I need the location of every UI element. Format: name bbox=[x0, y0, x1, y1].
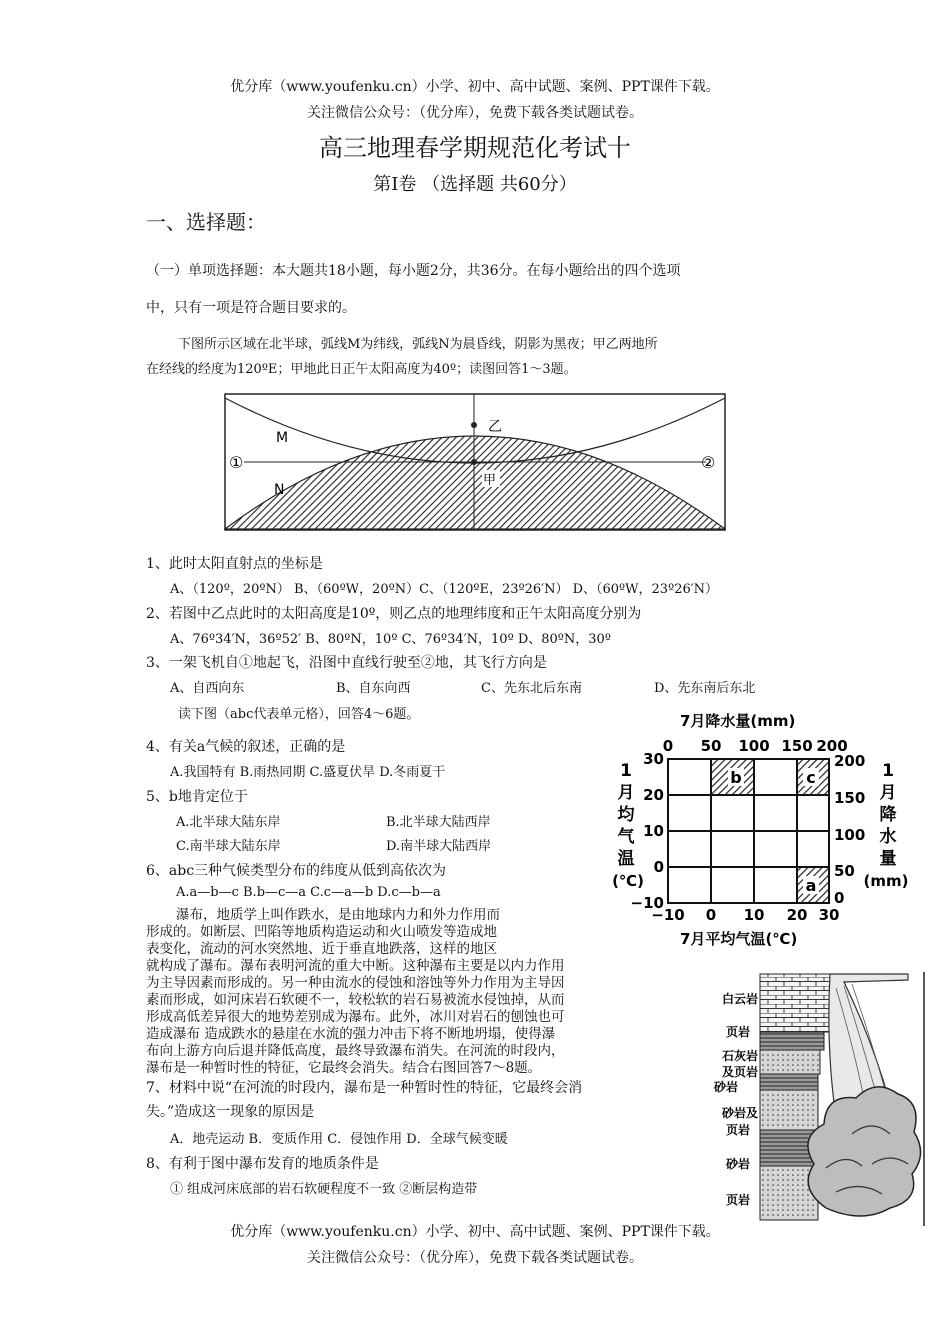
label-point-1: ① bbox=[229, 453, 244, 472]
left-axis-title: 气 bbox=[617, 827, 635, 847]
label-jia: 甲 bbox=[483, 473, 497, 488]
question-8-options: ① 组成河床底部的岩石软硬程度不一致 ②断层构造带 bbox=[170, 1182, 478, 1197]
header-line-1: 优分库（www.youfenku.cn）小学、初中、高中试题、案例、PPT课件下载。 bbox=[230, 79, 720, 95]
question-3-option-d: D、先东南后东北 bbox=[654, 681, 756, 696]
right-tick: 50 bbox=[834, 862, 855, 880]
label-and-shale: 及页岩 bbox=[721, 1065, 758, 1079]
layer-sandstone bbox=[760, 1074, 818, 1090]
layer-limestone-shale bbox=[760, 1050, 820, 1074]
question-6-options: A.a—b—c B.b—c—a C.c—a—b D.c—b—a bbox=[176, 885, 441, 900]
left-tick: 30 bbox=[643, 750, 664, 768]
question-5-option-c: C.南半球大陆东岸 bbox=[176, 839, 281, 854]
label-limestone: 石灰岩 bbox=[721, 1049, 758, 1063]
passage-line: 为主导因素而形成的。另一种由流水的侵蚀和溶蚀等外力作用为主导因 bbox=[146, 975, 565, 991]
layer-dolomite bbox=[760, 974, 830, 1032]
top-axis-title: 7月降水量(mm) bbox=[680, 712, 796, 730]
question-8: 8、有利于图中瀑布发育的地质条件是 bbox=[146, 1156, 379, 1172]
cell-label-c: c bbox=[806, 768, 816, 787]
label-shale-3: 页岩 bbox=[725, 1193, 750, 1207]
point-jia bbox=[471, 459, 477, 465]
label-n: N bbox=[274, 482, 285, 498]
left-tick: −10 bbox=[630, 894, 664, 912]
layer-sandstone-shale bbox=[760, 1090, 818, 1130]
question-7-line-1: 7、材料中说“在河流的时段内，瀑布是一种暂时性的特征，它最终会消 bbox=[146, 1080, 583, 1096]
point-yi bbox=[471, 422, 477, 428]
waterfall-figure bbox=[676, 968, 930, 1228]
question-2: 2、若图中乙点此时的太阳高度是10º，则乙点的地理纬度和正午太阳高度分别为 bbox=[146, 606, 642, 622]
question-5: 5、b地肯定位于 bbox=[146, 789, 248, 805]
label-sandstone-2: 砂岩 bbox=[725, 1157, 750, 1171]
label-yi: 乙 bbox=[488, 419, 502, 435]
instruction-line-1: （一）单项选择题：本大题共18小题，每小题2分，共36分。在每小题给出的四个选项 bbox=[146, 263, 681, 279]
question-2-options: A、76º34′N，36º52′ B、80ºN，10º C、76º34′N，10º D、80ºN，30º bbox=[170, 632, 611, 647]
question-7-line-2: 失。”造成这一现象的原因是 bbox=[146, 1104, 315, 1120]
passage-line: 形成高低差异很大的地势差别成为瀑布。此外，冰川对岩石的刨蚀也可 bbox=[146, 1009, 565, 1025]
question-4: 4、有关a气候的叙述，正确的是 bbox=[146, 739, 346, 755]
stem-1-line-2: 在经线的经度为120ºE；甲地此日正午太阳高度为40º；读图回答1～3题。 bbox=[146, 362, 577, 377]
instruction-line-2: 中，只有一项是符合题目要求的。 bbox=[146, 300, 356, 316]
top-tick: 0 bbox=[662, 737, 674, 755]
top-tick: 200 bbox=[816, 737, 848, 755]
passage-line: 就构成了瀑布。瀑布表明河流的重大中断。这种瀑布主要是以内力作用 bbox=[146, 958, 565, 974]
right-axis-title: (mm) bbox=[863, 872, 908, 890]
cell-label-a: a bbox=[805, 876, 817, 895]
page-subtitle: 第Ⅰ卷 （选择题 共60分） bbox=[373, 174, 577, 195]
left-tick: 20 bbox=[643, 786, 664, 804]
question-3: 3、一架飞机自①地起飞，沿图中直线行驶至②地，其飞行方向是 bbox=[146, 655, 547, 671]
question-4-options: A.我国特有 B.雨热同期 C.盛夏伏旱 D.冬雨夏干 bbox=[170, 765, 446, 780]
passage-line: 形成的。如断层、凹陷等地质构造运动和火山喷发等造成地 bbox=[146, 924, 497, 940]
label-sandstone-and: 砂岩及 bbox=[721, 1106, 758, 1120]
left-tick: 10 bbox=[643, 822, 664, 840]
question-5-option-a: A.北半球大陆东岸 bbox=[176, 815, 281, 830]
right-tick: 100 bbox=[834, 826, 866, 844]
top-tick: 150 bbox=[781, 737, 813, 755]
left-axis-title: 月 bbox=[617, 783, 635, 803]
right-axis-title: 月 bbox=[879, 783, 897, 803]
question-5-option-d: D.南半球大陆西岸 bbox=[386, 839, 492, 854]
question-3-option-c: C、先东北后东南 bbox=[481, 681, 582, 696]
passage-line: 瀑布，地质学上叫作跌水，是由地球内力和外力作用而 bbox=[176, 907, 500, 923]
left-axis-title: 均 bbox=[617, 805, 635, 825]
bottom-tick: 0 bbox=[705, 906, 717, 924]
right-axis-title: 降 bbox=[879, 805, 897, 825]
right-tick: 200 bbox=[834, 752, 866, 770]
question-7-options: A．地壳运动 B．变质作用 C．侵蚀作用 D．全球气候变暖 bbox=[170, 1132, 508, 1147]
passage-line: 表变化，流动的河水突然地、近于垂直地跌落，这样的地区 bbox=[146, 941, 497, 957]
footer-line-1: 优分库（www.youfenku.cn）小学、初中、高中试题、案例、PPT课件下载。 bbox=[230, 1224, 720, 1240]
bottom-tick: 10 bbox=[743, 906, 765, 924]
right-tick: 150 bbox=[834, 789, 866, 807]
waterfall-passage bbox=[146, 907, 666, 1077]
passage-line: 瀑布是一种暂时性的特征，它最终会消失。结合右图回答7～8题。 bbox=[146, 1060, 542, 1076]
header-line-2: 关注微信公众号：（优分库），免费下载各类试题试卷。 bbox=[307, 105, 643, 121]
right-axis-title: 水 bbox=[879, 827, 897, 847]
terminator-figure bbox=[224, 393, 726, 531]
right-tick: 0 bbox=[834, 889, 845, 907]
footer-line-2: 关注微信公众号：（优分库），免费下载各类试题试卷。 bbox=[307, 1250, 643, 1266]
layer-shale bbox=[760, 1032, 824, 1050]
label-shale: 页岩 bbox=[725, 1025, 750, 1039]
passage-line: 造成瀑布 造成跌水的悬崖在水流的强力冲击下将不断地坍塌，使得瀑 bbox=[146, 1026, 556, 1042]
left-axis-title: 1 bbox=[620, 761, 632, 781]
left-tick: 0 bbox=[653, 858, 664, 876]
left-axis-title: (℃) bbox=[612, 872, 644, 890]
top-tick: 50 bbox=[700, 737, 722, 755]
question-6: 6、abc三种气候类型分布的纬度从低到高依次为 bbox=[146, 863, 447, 879]
question-3-option-a: A、自西向东 bbox=[170, 681, 245, 696]
question-3-option-b: B、自东向西 bbox=[336, 681, 411, 696]
page-title: 高三地理春学期规范化考试十 bbox=[319, 134, 631, 162]
label-point-2: ② bbox=[701, 453, 716, 472]
spray-cloud bbox=[808, 1087, 921, 1216]
question-1-options: A、（120º，20ºN） B、（60ºW，20ºN）C、（120ºE，23º26′N） D、（60ºW，23º26′N） bbox=[170, 582, 719, 597]
stem-2: 读下图（abc代表单元格），回答4～6题。 bbox=[178, 707, 420, 722]
left-axis-title: 温 bbox=[617, 849, 635, 869]
bottom-tick: 20 bbox=[786, 906, 808, 924]
question-5-option-b: B.北半球大陆西岸 bbox=[386, 815, 491, 830]
right-axis-title: 1 bbox=[882, 761, 894, 781]
label-m: M bbox=[276, 430, 289, 446]
bottom-tick: −10 bbox=[651, 906, 685, 924]
bottom-tick: 30 bbox=[818, 906, 840, 924]
stem-1-line-1: 下图所示区域在北半球，弧线M为纬线，弧线N为晨昏线，阴影为黑夜；甲乙两地所 bbox=[178, 337, 658, 352]
section-heading: 一、选择题： bbox=[146, 210, 266, 234]
passage-line: 布向上游方向后退并降低高度，最终导致瀑布消失。在河流的时段内， bbox=[146, 1043, 565, 1059]
passage-line: 素而形成，如河床岩石软硬不一，较松软的岩石易被流水侵蚀掉，从而 bbox=[146, 992, 565, 1008]
label-dolomite: 白云岩 bbox=[721, 992, 758, 1006]
top-tick: 100 bbox=[738, 737, 770, 755]
question-1: 1、此时太阳直射点的坐标是 bbox=[146, 556, 323, 572]
bottom-axis-title: 7月平均气温(℃) bbox=[680, 930, 798, 948]
cell-label-b: b bbox=[730, 768, 742, 787]
label-sandstone: 砂岩 bbox=[713, 1080, 738, 1094]
label-shale-2: 页岩 bbox=[725, 1123, 750, 1137]
right-axis-title: 量 bbox=[879, 849, 897, 869]
